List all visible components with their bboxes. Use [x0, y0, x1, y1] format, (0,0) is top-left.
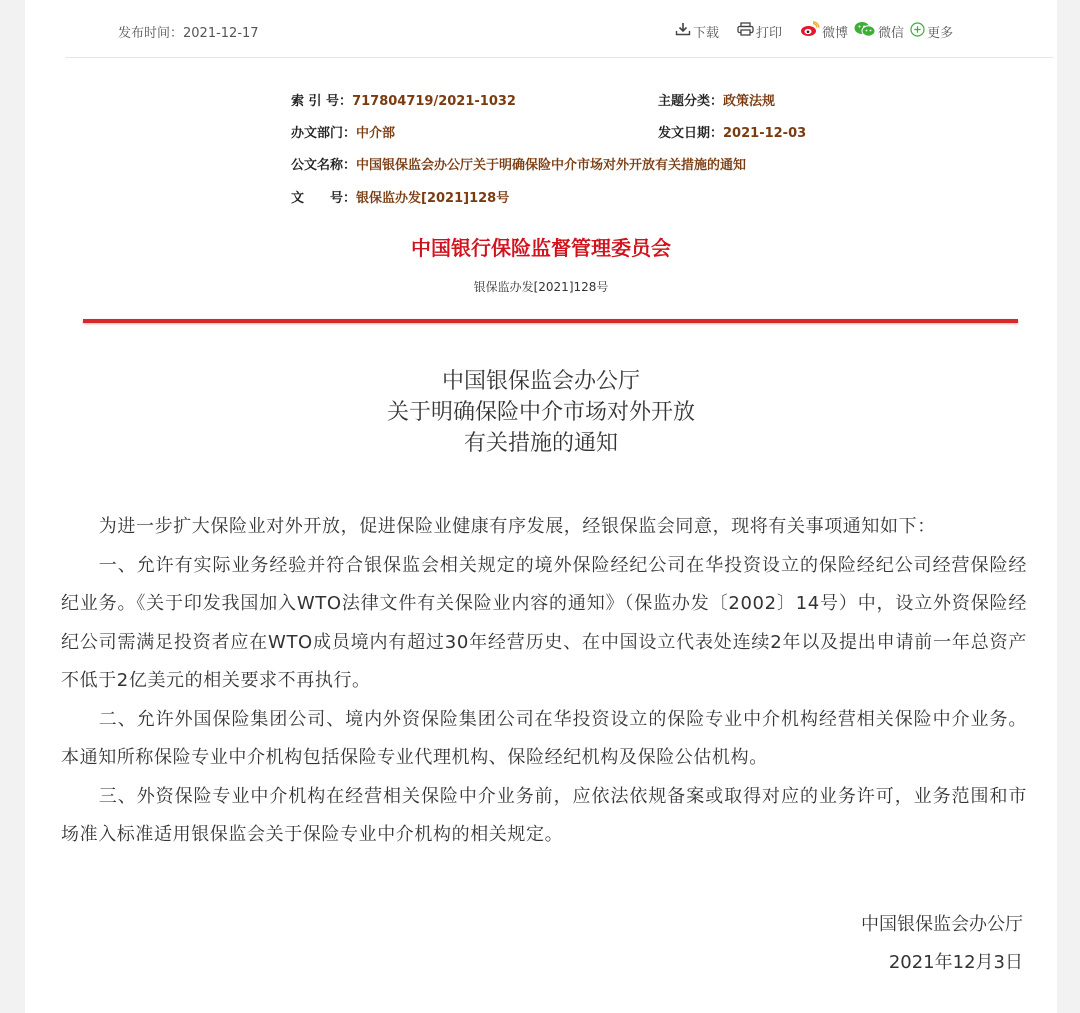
meta-dept-label: 办文部门： [291, 126, 357, 141]
letterhead-org: 中国银行保险监督管理委员会 [411, 236, 671, 260]
plus-circle-icon [910, 22, 925, 41]
download-button[interactable] [675, 22, 719, 41]
print-button[interactable] [737, 22, 782, 41]
meta-index [291, 90, 516, 109]
meta-name [291, 154, 746, 173]
print-label: 打印 [756, 25, 783, 41]
title-line-3: 有关措施的通知 [463, 431, 618, 456]
document-title [25, 366, 1057, 459]
signature-block [861, 906, 1023, 982]
paragraph-item-1: 一、允许有实际业务经验并符合银保监会相关规定的境外保险经纪公司在华投资设立的保险经纪公司经营保险经纪业务。《关于印发我国加入WTO法律文件有关保险业内容的通知》（保监办发〔2002〕14号）中，设立外资保险经纪公司需满足投资者应在WTO成员境内有超过30年经营历史、在中国设立代表处连续2年以及提出申请前一年总资产不低于2亿美元的相关要求不再执行。 [61, 554, 1027, 691]
paragraph-item-2: 二、允许外国保险集团公司、境内外资保险集团公司在华投资设立的保险专业中介机构经营相关保险中介业务。本通知所称保险专业中介机构包括保险专业代理机构、保险经纪机构及保险公估机构。 [61, 708, 1027, 768]
publish-time: 发布时间：2021-12-17 [118, 26, 259, 41]
title-line-1: 中国银保监会办公厅 [441, 369, 640, 394]
letterhead-red-rule [83, 319, 1018, 323]
meta-name-value: 中国银保监会办公厅关于明确保险中介市场对外开放有关措施的通知 [356, 158, 747, 173]
more-label: 更多 [927, 25, 954, 41]
wechat-label: 微信 [878, 25, 905, 41]
paragraph-intro: 为进一步扩大保险业对外开放，促进保险业健康有序发展，经银保监会同意，现将有关事项通知如下： [98, 516, 936, 537]
wechat-share-button[interactable] [854, 21, 904, 41]
meta-topic-label: 主题分类： [658, 94, 724, 109]
wechat-icon [854, 21, 876, 41]
meta-date [658, 122, 806, 141]
meta-docno-label: 文 号： [291, 191, 357, 206]
meta-index-value: 717804719/2021-1032 [352, 94, 516, 109]
meta-topic-value: 政策法规 [723, 94, 776, 109]
weibo-icon [800, 21, 820, 41]
meta-index-label: 索 引 号： [291, 94, 353, 109]
document-page [25, 0, 1057, 1013]
title-line-2: 关于明确保险中介市场对外开放 [386, 400, 695, 425]
weibo-share-button[interactable] [800, 21, 848, 41]
meta-dept [291, 122, 395, 141]
document-body [61, 508, 1027, 855]
article-toolbar [25, 0, 1057, 58]
share-tools [675, 21, 971, 41]
meta-docno-value: 银保监办发[2021]128号 [356, 191, 510, 206]
meta-dept-value: 中介部 [356, 126, 396, 141]
signature-org: 中国银保监会办公厅 [861, 914, 1023, 935]
more-button[interactable] [910, 22, 953, 41]
signature-date: 2021年12月3日 [888, 952, 1023, 973]
print-icon [737, 22, 754, 40]
meta-date-label: 发文日期： [658, 126, 724, 141]
download-icon [675, 22, 691, 40]
download-label: 下载 [693, 25, 720, 41]
paragraph-item-3: 三、外资保险专业中介机构在经营相关保险中介业务前，应依法依规备案或取得对应的业务许可，业务范围和市场准入标准适用银保监会关于保险专业中介机构的相关规定。 [61, 785, 1027, 845]
weibo-label: 微博 [822, 25, 849, 41]
meta-date-value: 2021-12-03 [723, 126, 807, 141]
meta-docno [291, 187, 509, 206]
meta-name-label: 公文名称： [291, 158, 357, 173]
meta-topic [658, 90, 775, 109]
header-divider [65, 57, 1053, 58]
letterhead-doc-number: 银保监办发[2021]128号 [473, 280, 609, 294]
